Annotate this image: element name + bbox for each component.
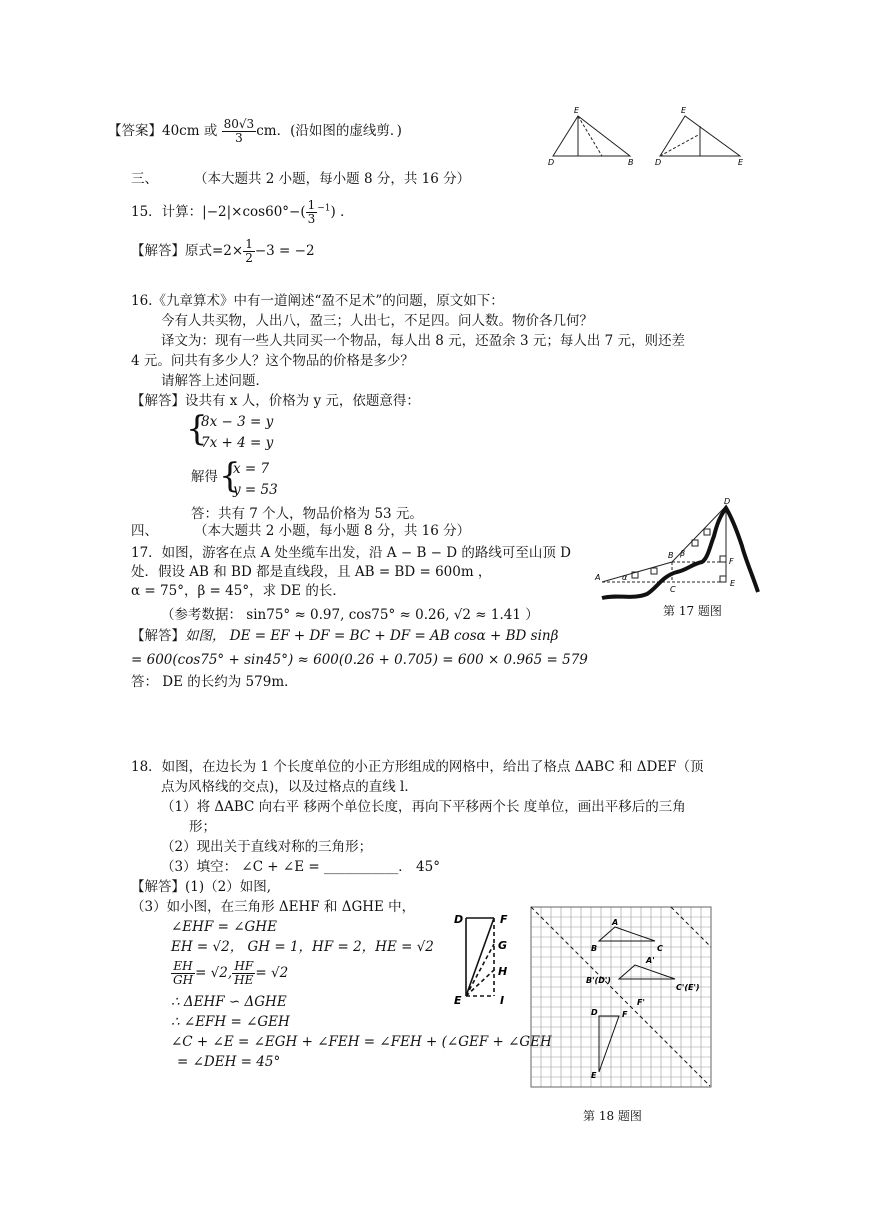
q16-line-2: 今有人共买物，人出八，盈三；人出七，不足四。问人数。物价各几何？ (161, 313, 593, 329)
label-f-prime: F' (637, 998, 645, 1007)
label-d: D (655, 158, 662, 167)
label-i: I (500, 994, 505, 1007)
answer-tag: 【答案】 (108, 123, 162, 139)
a18-line-1 (131, 878, 271, 896)
fraction-numerator: 80√3 (223, 117, 255, 131)
section-desc: （本大题共 2 小题，每小题 8 分，共 16 分） (194, 523, 471, 539)
fraction (306, 199, 318, 226)
label-e: E (454, 994, 462, 1007)
label-beta: β (680, 549, 686, 558)
fraction-denominator: HE (234, 973, 254, 987)
label-e: E (591, 1071, 597, 1080)
label-b: B (628, 158, 634, 167)
section-number: 四、 (131, 523, 158, 539)
label-a-prime: A' (646, 956, 655, 965)
q17-line-1: 17．如图，游客在点 A 处坐缆车出发，沿 A − B − D 的路线可至山顶 D (131, 545, 571, 561)
q16-line-1: 16.《九章算术》中有一道阐述“盈不足术”的问题，原文如下： (131, 293, 504, 309)
a18-line-3: ∠EHF = ∠GHE (171, 919, 277, 935)
label-e: E (730, 579, 736, 588)
q17-line-4: （参考数据： sin75° ≈ 0.97, cos75° ≈ 0.26, √2 ≈ 1.41 ） (161, 607, 539, 623)
a18-line-7: ∴ ∠EFH = ∠GEH (171, 1014, 290, 1030)
section-desc: （本大题共 2 小题，每小题 8 分，共 16 分） (194, 171, 471, 187)
answer-note: ．(沿如图的虚线剪．) (276, 123, 402, 139)
q18-line-2: 点为风格线的交点)，以及过格点的直线 l． (161, 779, 418, 795)
answer-value: 40cm (162, 123, 200, 139)
answer-15 (131, 238, 315, 265)
fraction-denominator: 3 (235, 131, 243, 145)
q17-line-3: α = 75°，β = 45°，求 DE 的长． (131, 583, 346, 599)
grid-figure (530, 906, 712, 1088)
a17-line-2: = 600(cos75° + sin45°) ≈ 600(0.26 + 0.705) = 600 × 0.965 = 579 (131, 652, 588, 668)
q18-caption: 第 18 题图 (583, 1109, 642, 1123)
q18-line-3: （1）将 ΔABC 向右平 移两个单位长度，再向下平移两个长 度单位，画出平移后的三角 (161, 799, 686, 815)
a15-pre: 原式=2× (185, 243, 244, 259)
q17-mountain-figure (592, 496, 767, 604)
q18-line-5: （2）现出关于直线对称的三角形； (161, 839, 373, 855)
a16-conclusion: 答：共有 7 个人，物品价格为 53 元。 (191, 506, 423, 522)
label-d: D (591, 1008, 598, 1017)
label-f: F (500, 913, 508, 926)
fraction-numerator: 1 (307, 198, 316, 212)
a18-line-8: ∠C + ∠E = ∠EGH + ∠FEH = ∠FEH + (∠GEF + ∠GEH (171, 1034, 552, 1050)
label-e: E (681, 106, 687, 115)
equation-2: 7x + 4 = y (201, 435, 274, 451)
fraction-numerator: 1 (245, 237, 253, 251)
label-h: H (498, 965, 508, 978)
label-e: E (574, 106, 580, 115)
q16-line-5: 请解答上述问题． (161, 373, 269, 389)
fraction-numerator: HF (232, 960, 255, 974)
label-g: G (498, 939, 508, 952)
a18-line-6: ∴ ΔEHF ∽ ΔGHE (171, 994, 287, 1010)
q18-line-6: （3）填空： ∠C + ∠E = ___________． 45° (161, 859, 440, 875)
unit: cm (256, 123, 277, 139)
fraction-denominator: 2 (245, 251, 253, 265)
fraction (243, 238, 255, 265)
a18-line-5 (171, 958, 288, 988)
section-3-heading (131, 170, 470, 188)
a17-line-1 (131, 627, 558, 645)
answer-tag: 【解答】 (131, 628, 185, 644)
q18-line-4: 形； (189, 819, 216, 835)
equation-1: 8x − 3 = y (201, 414, 274, 430)
fraction-value: = √2, (195, 965, 233, 981)
label-f: F (622, 1010, 628, 1019)
a18-line-4: EH = √2， GH = 1，HF = 2，HE = √2 (171, 939, 434, 955)
fraction (171, 960, 195, 987)
answer-tag: 【解答】 (131, 393, 185, 409)
fraction (232, 960, 255, 987)
solution-brace: { (219, 456, 241, 496)
a17-formula: 如图， DE = EF + DF = BC + DF = AB cosα + BD sinβ (185, 628, 559, 644)
fraction-value: = √2 (255, 965, 289, 981)
label-c: C (657, 944, 663, 953)
a18-intro: (1)（2）如图, (185, 879, 272, 895)
a16-setup: 设共有 x 人，价格为 y 元，依题意得： (185, 393, 420, 409)
q15-tail: ) ． (330, 204, 354, 220)
section-number: 三、 (131, 171, 158, 187)
label-alpha: α (622, 573, 628, 582)
label-b-prime: B'(D') (586, 976, 611, 985)
triangle-cut-figure (540, 104, 760, 168)
label-b: B (591, 944, 598, 953)
solution-y: y = 53 (233, 482, 278, 498)
label-f: F (729, 557, 734, 566)
label-e: E (738, 158, 744, 167)
label-c: C (670, 585, 676, 594)
answer-tag: 【解答】 (131, 243, 185, 259)
q17-caption: 第 17 题图 (663, 604, 722, 618)
a18-line-9: = ∠DEH = 45° (177, 1054, 281, 1070)
q15-text: 15．计算：|−2|×cos60°−( (131, 204, 306, 220)
label-a: A (612, 918, 619, 927)
small-triangle-figure (450, 908, 516, 1008)
label-a: A (595, 573, 601, 582)
a15-post: −3 = −2 (254, 243, 315, 259)
q18-line-1: 18．如图，在边长为 1 个长度单位的小正方形组成的网格中，给出了格点 ΔABC 和 ΔDEF（顶 (131, 759, 704, 775)
label-d: D (454, 913, 464, 926)
section-4-heading (131, 522, 470, 540)
question-15 (131, 199, 354, 226)
label-d: D (548, 158, 555, 167)
answer-tag: 【解答】 (131, 879, 185, 895)
a16-line-1 (131, 392, 420, 410)
q17-line-2: 处．假设 AB 和 BD 都是直线段，且 AB = BD = 600m ， (131, 564, 492, 580)
system-brace: { (186, 409, 208, 449)
q16-line-3: 译文为：现有一些人共同买一个物品，每人出 8 元，还盈余 3 元；每人出 7 元，则还差 (161, 333, 686, 349)
label-b: B (668, 551, 674, 560)
exponent: −1 (317, 203, 331, 214)
fraction-denominator: GH (173, 973, 194, 987)
label-c-prime: C'(E') (676, 983, 700, 992)
fraction-numerator: EH (171, 960, 195, 974)
solution-x: x = 7 (233, 461, 270, 477)
q16-line-4: 4 元。问共有多少人？这个物品的价格是多少？ (131, 353, 414, 369)
solve-label: 解得 (191, 469, 218, 485)
a18-line-2: （3）如小图，在三角形 ΔEHF 和 ΔGHE 中， (131, 899, 416, 915)
a17-line-3: 答： DE 的长约为 579m． (131, 674, 298, 690)
fraction (222, 118, 257, 145)
fraction-denominator: 3 (307, 212, 316, 226)
label-d: D (724, 497, 731, 506)
or-text: 或 (199, 123, 222, 139)
answer-14 (108, 118, 402, 145)
